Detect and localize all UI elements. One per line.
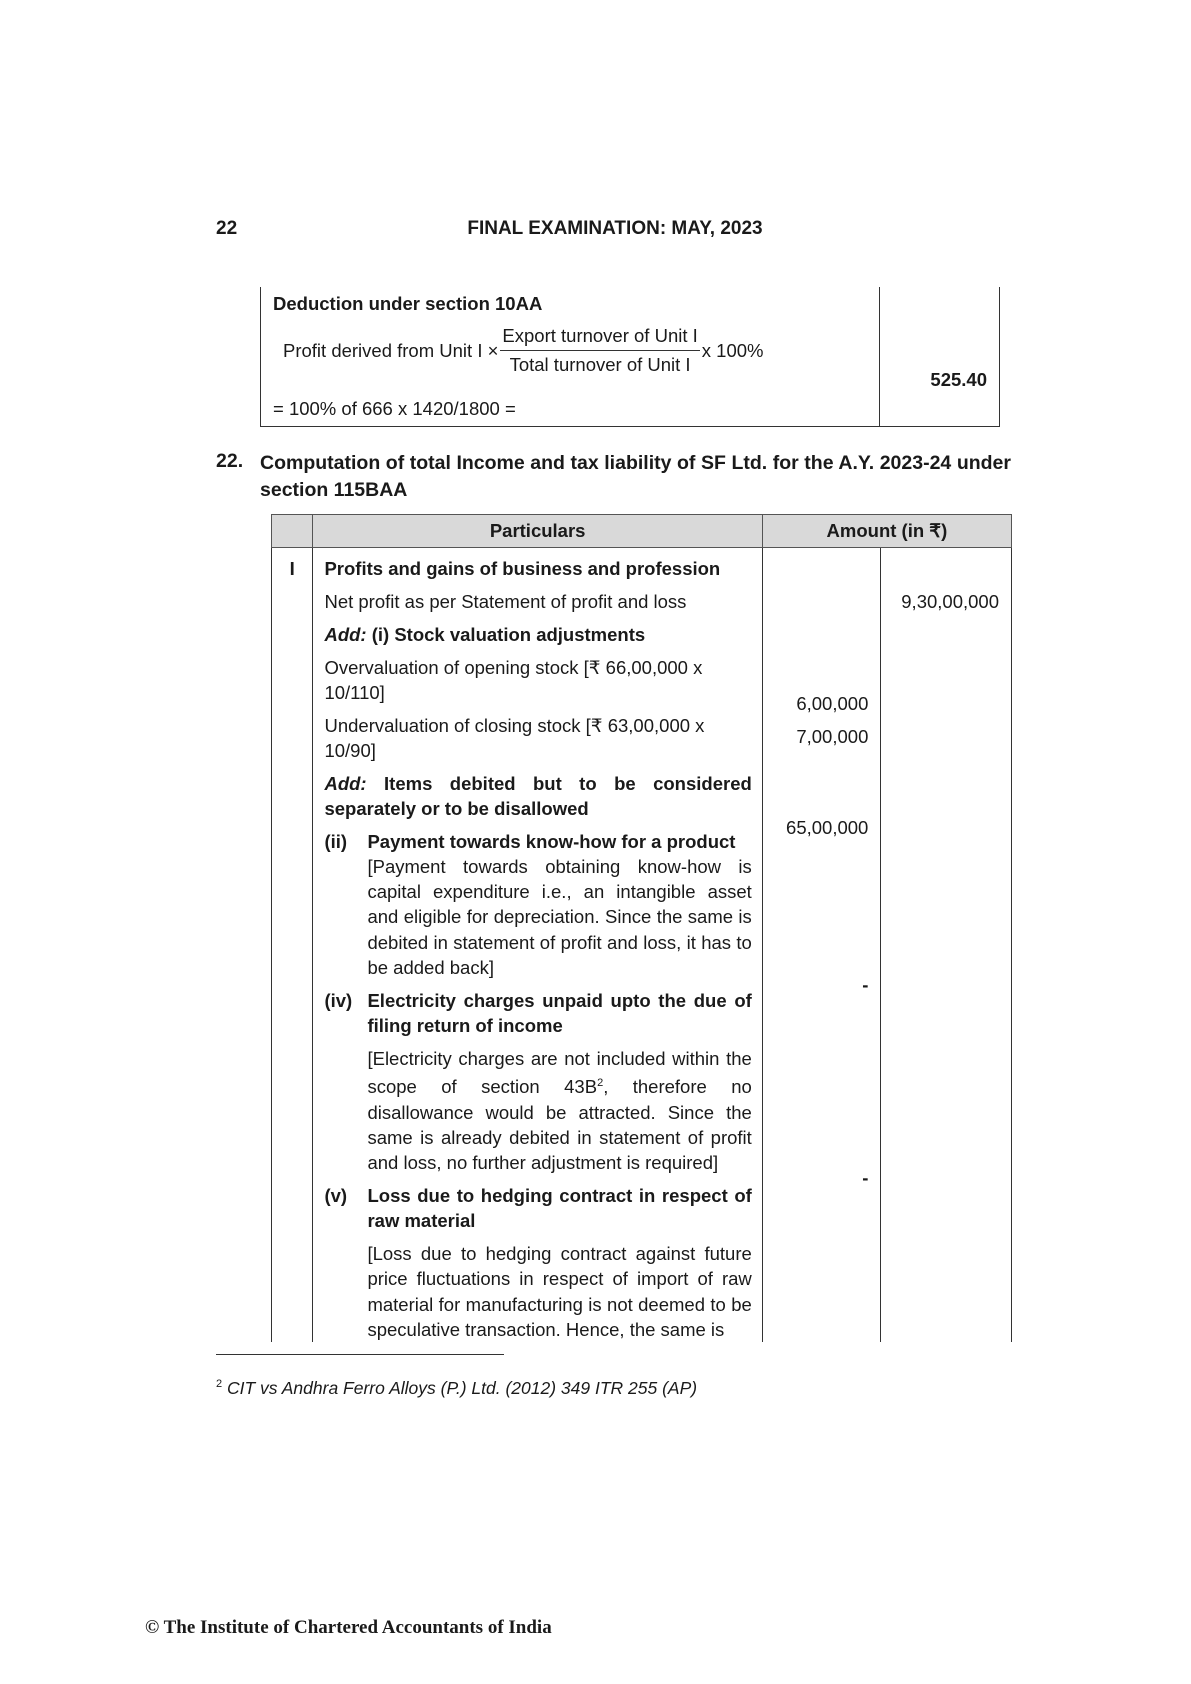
item-ii-amount: 65,00,000 — [786, 817, 869, 838]
item-v-title: Loss due to hedging contract in respect of raw material — [367, 1185, 752, 1232]
question-number: 22. — [216, 450, 244, 472]
section-10aa-particulars — [261, 287, 880, 398]
section-10aa-calc-cell — [261, 398, 880, 427]
section-10aa-amount: 525.40 — [930, 369, 987, 390]
particulars-header: Particulars — [313, 515, 762, 548]
items-heading: Add: Items debited but to be considered separately or to be disallowed — [324, 773, 752, 819]
amount-column-1 — [762, 548, 881, 1343]
question-title: Computation of total Income and tax liability of SF Ltd. for the A.Y. 2023-24 under section 115BAA — [260, 452, 1011, 501]
copyright-footer: © The Institute of Chartered Accountants of India — [145, 1617, 552, 1638]
section-10aa-table — [260, 287, 1000, 427]
item-v-note: [Loss due to hedging contract against future price fluctuations in respect of import of raw material for manufacturing is not deemed to be speculative transaction. Hence, the same is — [367, 1243, 752, 1340]
item-iv-title: Electricity charges unpaid upto the due of filing return of income — [367, 990, 752, 1037]
page-number: 22 — [216, 218, 238, 239]
item-ii-note: [Payment towards obtaining know-how is capital expenditure i.e., an intangible asset and eligible for depreciation. Since the same is debited in statement of profit and loss, it has to be added back] — [367, 856, 752, 978]
formula-numerator: Export turnover of Unit I — [500, 325, 699, 351]
item-iv: (iv) Electricity charges unpaid upto the due of filing return of income [Electricity charges are not included within the scope of section $43B^2$, therefore no disallowance would be attracted. Since the same is already debited in statement of profit and loss, no further adjustment is required] — [324, 988, 751, 1175]
formula-fraction — [500, 325, 699, 376]
stock-adjustments-heading: Add: (i) Stock valuation adjustments — [324, 624, 646, 645]
section-title: Profits and gains of business and profession — [324, 558, 721, 579]
item-iv-note: [Electricity charges are not included within the scope of section $43B^2$, therefore no disallowance would be attracted. Since the same is already debited in statement of profit and loss, no further adjustment is required] — [367, 1048, 752, 1173]
page-header-title: FINAL EXAMINATION: MAY, 2023 — [467, 218, 763, 239]
section-10aa-amount-cell — [879, 287, 999, 427]
section-10aa-heading: Deduction under section 10AA — [273, 293, 543, 314]
question-heading — [216, 450, 1011, 504]
formula-prefix: Profit derived from Unit I × — [283, 339, 499, 361]
footnote-ref: 2 — [597, 1077, 604, 1090]
formula-suffix: x 100% — [701, 339, 764, 361]
item-v-amount: - — [862, 1167, 869, 1188]
opening-stock-label: Overvaluation of opening stock [₹ 66,00,000 x 10/110] — [324, 657, 703, 703]
section-number: I — [272, 548, 313, 1343]
amount-column-2 — [881, 548, 1012, 1343]
item-iv-amount: - — [862, 974, 869, 995]
closing-stock-label: Undervaluation of closing stock [₹ 63,00,000 x 10/90] — [324, 715, 705, 761]
footnote-divider — [216, 1354, 504, 1355]
computation-table — [271, 514, 1012, 1342]
table-header-row — [272, 515, 1012, 548]
particulars-cell — [313, 548, 762, 1343]
formula-denominator: Total turnover of Unit I — [509, 354, 691, 375]
item-ii: (ii) Payment towards know-how for a product [Payment towards obtaining know-how is capital expenditure i.e., an intangible asset and eligible for depreciation. Since the same is debited in statement of profit and loss, it has to be added back] — [324, 829, 751, 980]
net-profit-amount: 9,30,00,000 — [901, 591, 999, 612]
amount-header: Amount (in ₹) — [762, 515, 1011, 548]
net-profit-label: Net profit as per Statement of profit and loss — [324, 591, 687, 612]
section-10aa-calculation: = 100% of 666 x 1420/1800 = — [273, 398, 516, 419]
item-ii-title: Payment towards know-how for a product — [367, 831, 736, 852]
sn-header — [272, 515, 313, 548]
section-10aa-formula — [283, 325, 869, 376]
opening-stock-amount: 6,00,000 — [796, 693, 869, 714]
closing-stock-amount: 7,00,000 — [796, 726, 869, 747]
item-v: (v) Loss due to hedging contract in respect of raw material [Loss due to hedging contract against future price fluctuations in respect of import of raw material for manufacturing is not deemed to be speculative transaction. Hence, the same is — [324, 1183, 751, 1342]
footnote: $^2$ CIT vs Andhra Ferro Alloys (P.) Ltd. (2012) 349 ITR 255 (AP) — [216, 1378, 698, 1398]
table-row — [272, 548, 1012, 1343]
